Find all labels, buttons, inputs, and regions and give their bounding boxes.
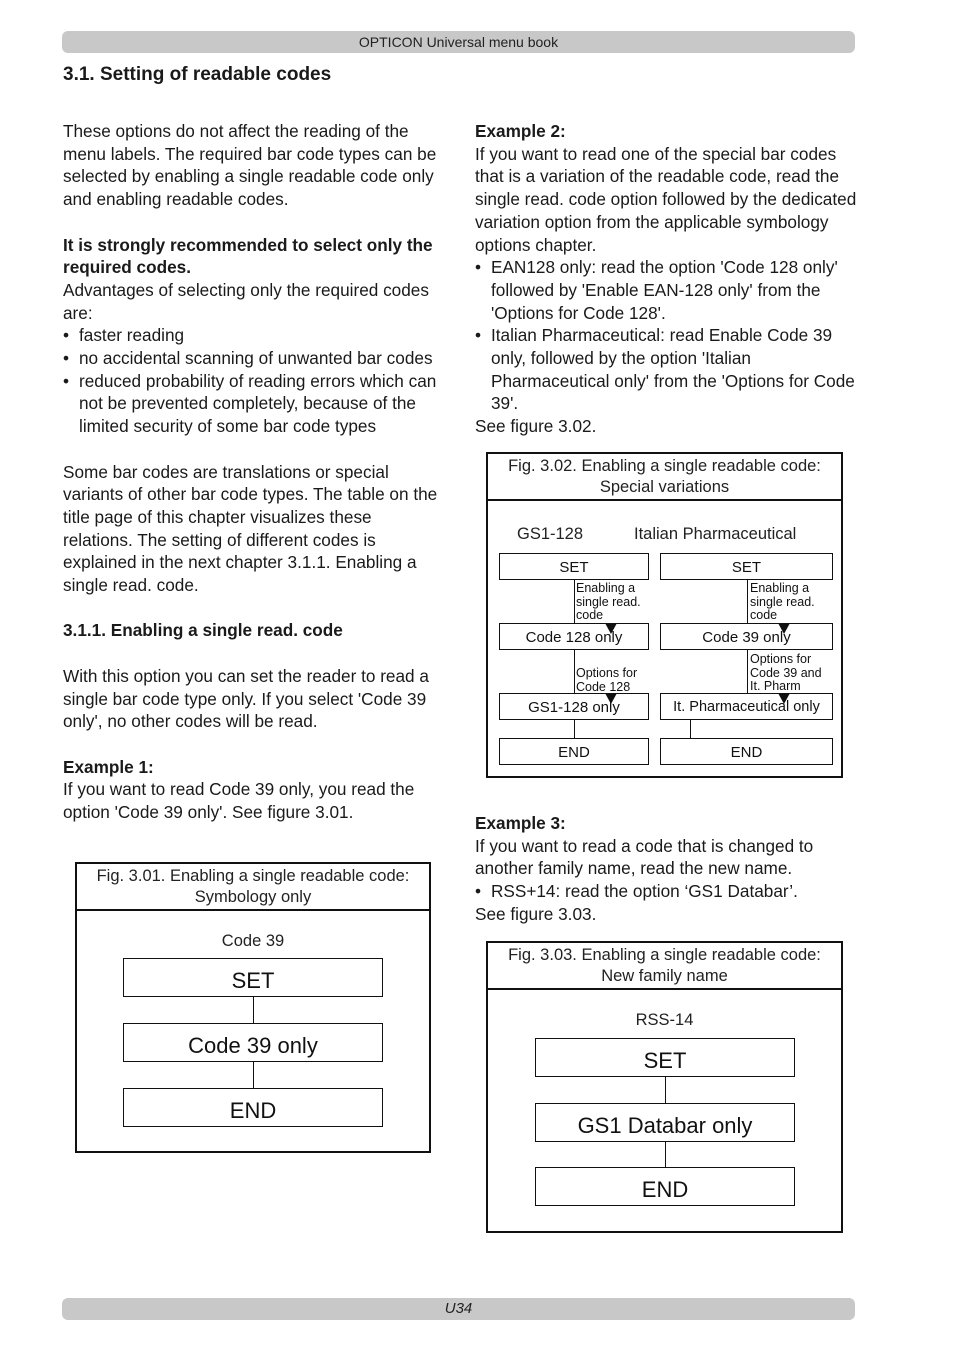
figure-title-line: Fig. 3.02. Enabling a single readable code:	[508, 457, 821, 475]
it-pharmaceutical-only-box: It. Pharmaceutical only	[660, 693, 833, 720]
example1-title: Example 1:	[63, 756, 154, 777]
list-item: • faster reading	[63, 324, 445, 347]
set-box: SET	[123, 958, 383, 997]
italian-pharma-label: Italian Pharmaceutical	[634, 525, 797, 543]
example2-see: See figure 3.02.	[475, 416, 597, 437]
gs1-128-only-box: GS1-128 only	[499, 693, 649, 720]
list-item: • RSS+14: read the option ‘GS1 Databar’.	[475, 880, 857, 903]
end-box: END	[660, 738, 833, 765]
note-line: Enabling a	[750, 581, 810, 595]
set-box: SET	[660, 553, 833, 580]
example3-title: Example 3:	[475, 813, 566, 833]
subsection-title: 3.1.1. Enabling a single read. code	[63, 620, 343, 641]
gs1-databar-only-box: GS1 Databar only	[535, 1103, 795, 1142]
options-note	[576, 667, 637, 694]
figure-title-line: Special variations	[599, 478, 730, 496]
code39-only-box: Code 39 only	[123, 1023, 383, 1062]
figure-3-03	[486, 941, 843, 1233]
symbology-label: RSS-14	[635, 1011, 694, 1029]
note-line: Options for	[576, 666, 638, 680]
recommendation: It is strongly recommended to select only the required codes.	[63, 234, 433, 278]
example3-list	[475, 880, 857, 903]
note-line: It. Pharm	[750, 679, 801, 693]
end-box: END	[535, 1167, 795, 1206]
figure-title	[488, 943, 841, 990]
figure-3-01	[75, 862, 431, 1153]
right-column	[475, 120, 857, 438]
intro-paragraph: These options do not affect the reading of the menu labels. The required bar code types can be selected by enabling a single readable code only and enabling readable codes.	[63, 121, 437, 210]
figure-title-line: Symbology only	[194, 888, 312, 906]
translations-paragraph: Some bar codes are translations or special variants of other bar code types. The table on the title page of this chapter visualizes these relations. The setting of different codes is explained in the next chapter 3.1.1. Enabling a single read. code.	[63, 461, 438, 596]
figure-title	[488, 454, 841, 501]
note-line: Code 128	[576, 679, 631, 694]
example1-text: If you want to read Code 39 only, you read the option 'Code 39 only'. See figure 3.01.	[63, 779, 415, 823]
list-item: • no accidental scanning of unwanted bar codes	[63, 347, 445, 370]
list-item: • EAN128 only: read the option 'Code 128 only' followed by 'Enable EAN-128 only' from the 'Options for Code 128'.	[475, 256, 857, 324]
example2-list	[475, 256, 857, 415]
end-box: END	[123, 1088, 383, 1127]
example3-text: If you want to read a code that is changed to another family name, read the new name.	[475, 835, 814, 879]
code39-only-box: Code 39 only	[660, 623, 833, 650]
note-line: Enabling a	[576, 581, 636, 595]
left-column	[63, 120, 445, 824]
figure-3-02	[486, 452, 843, 778]
set-box: SET	[499, 553, 649, 580]
note-line: code	[750, 608, 778, 622]
section-title: 3.1. Setting of readable codes	[63, 64, 332, 85]
advantages-intro: Advantages of selecting only the required codes are:	[63, 279, 429, 323]
gs1-128-label: GS1-128	[517, 525, 584, 543]
advantages-list	[63, 324, 445, 438]
header-bar	[62, 31, 855, 53]
footer-bar	[62, 1298, 855, 1320]
single-code-paragraph: With this option you can set the reader to read a single bar code type only. If you select 'Code 39 only', no other codes will be read.	[63, 665, 429, 732]
example2-title: Example 2:	[475, 121, 566, 141]
options-note	[750, 653, 822, 694]
symbology-label: Code 39	[221, 932, 285, 950]
note-line: single read.	[750, 594, 815, 609]
enabling-note	[576, 582, 641, 623]
figure-title	[77, 864, 429, 911]
note-line: code	[576, 608, 604, 622]
note-line: single read.	[576, 594, 641, 609]
figure-title-line: Fig. 3.01. Enabling a single readable code:	[96, 867, 410, 885]
example3-block	[475, 812, 857, 926]
figure-title-line: Fig. 3.03. Enabling a single readable code:	[508, 946, 821, 964]
note-line: Options for	[750, 652, 812, 666]
set-box: SET	[535, 1038, 795, 1077]
list-item: • Italian Pharmaceutical: read Enable Code 39 only, followed by the option 'Italian Pharmaceutical only' from the 'Options for Code 39'.	[475, 324, 857, 415]
end-box: END	[499, 738, 649, 765]
figure-title-line: New family name	[601, 967, 728, 985]
enabling-note	[750, 582, 815, 623]
header-title: OPTICON Universal menu book	[358, 34, 559, 50]
example2-text: If you want to read one of the special bar codes that is a variation of the readable code, read the single read. code option followed by the dedicated variation option from the applicable symbology options chapter.	[475, 143, 857, 255]
example3-see: See figure 3.03.	[475, 903, 597, 924]
note-line: Code 39 and	[750, 665, 822, 680]
page-number: U34	[444, 1300, 473, 1317]
code128-only-box: Code 128 only	[499, 623, 649, 650]
list-item: • reduced probability of reading errors which can not be prevented completely, because of the limited security of some bar code types	[63, 370, 445, 438]
